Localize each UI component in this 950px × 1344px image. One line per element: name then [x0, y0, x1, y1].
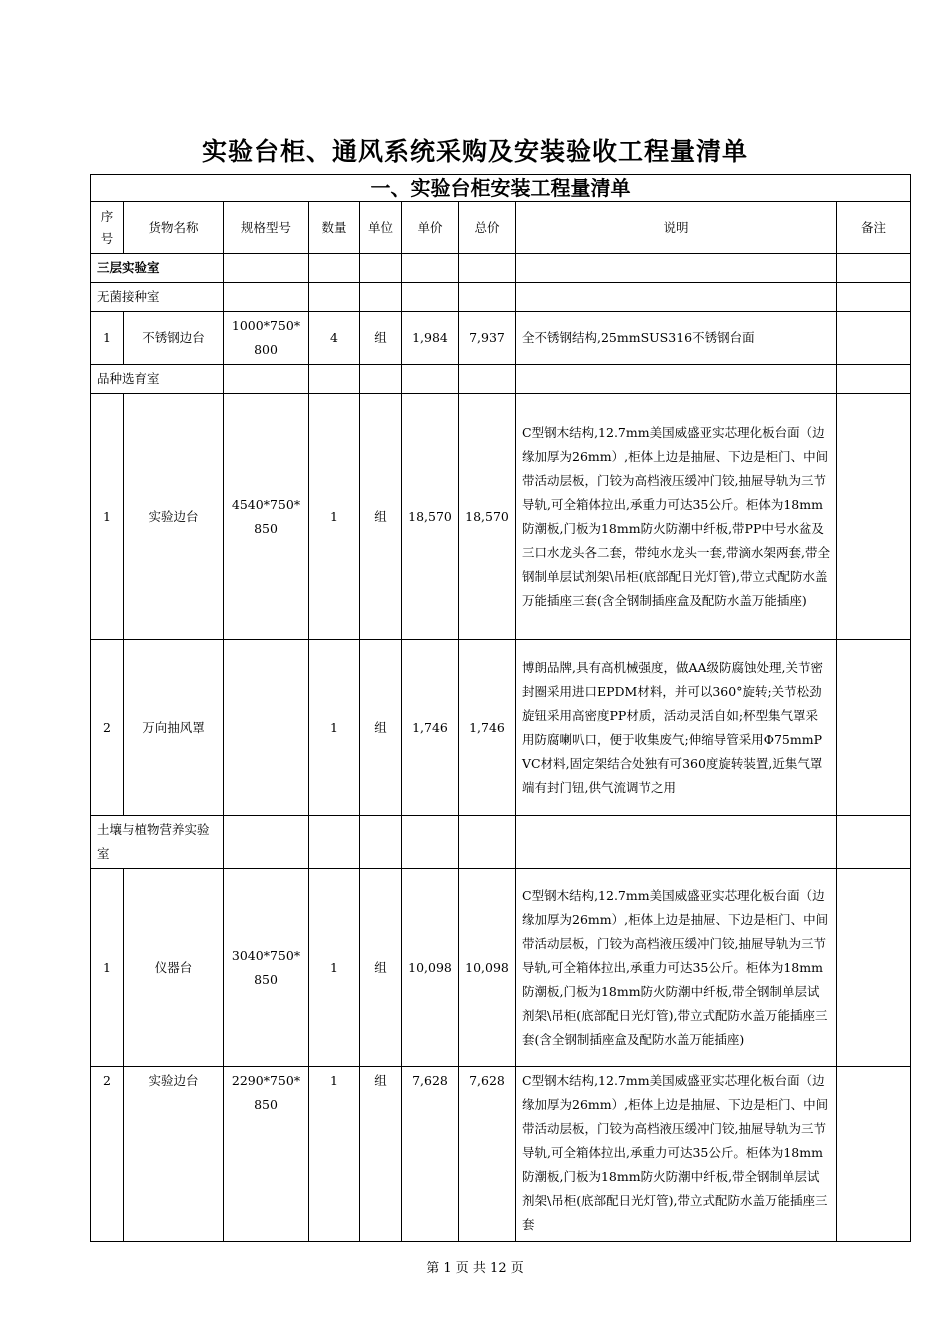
header-no: 序号	[91, 202, 124, 254]
empty-cell	[837, 254, 911, 283]
header-spec: 规格型号	[224, 202, 309, 254]
cell-qty: 1	[309, 869, 360, 1067]
header-unit: 单位	[360, 202, 402, 254]
cell-description: C型钢木结构,12.7mm美国威盛亚实芯理化板台面（边缘加厚为26mm）,柜体上边是抽屉、下边是柜门、中间带活动层板，门铰为高档液压缓冲门铰,抽屉导轨为三节导轨,可全箱体拉出,承重力可达35公斤。柜体为18mm防潮板,门板为18mm防火防潮中纤板,带全钢制单层试剂架\吊柜(底部配日光灯管),带立式配防水盖万能插座三套	[516, 1067, 837, 1242]
cell-name: 仪器台	[124, 869, 224, 1067]
cell-name: 不锈钢边台	[124, 312, 224, 365]
cell-qty: 1	[309, 394, 360, 640]
cell-spec: 2290*750*850	[224, 1067, 309, 1242]
cell-description: C型钢木结构,12.7mm美国威盛亚实芯理化板台面（边缘加厚为26mm）,柜体上边是抽屉、下边是柜门、中间带活动层板，门铰为高档液压缓冲门铰,抽屉导轨为三节导轨,可全箱体拉出,承重力可达35公斤。柜体为18mm防潮板,门板为18mm防火防潮中纤板,带全钢制单层试剂架\吊柜(底部配日光灯管),带立式配防水盖万能插座三套(含全钢制插座盒及配防水盖万能插座)	[516, 869, 837, 1067]
quantity-list-table	[90, 174, 911, 1242]
page-footer: 第 1 页 共 12 页	[426, 1261, 524, 1276]
cell-no: 2	[91, 1067, 124, 1242]
cell-price: 18,570	[402, 394, 459, 640]
cell-qty: 1	[309, 1067, 360, 1242]
cell-name: 实验边台	[124, 394, 224, 640]
empty-cell	[360, 816, 402, 869]
cell-spec	[224, 640, 309, 816]
empty-cell	[516, 365, 837, 394]
cell-note	[837, 869, 911, 1067]
header-note: 备注	[837, 202, 911, 254]
empty-cell	[402, 365, 459, 394]
table-row	[91, 312, 911, 365]
empty-cell	[459, 816, 516, 869]
empty-cell	[402, 254, 459, 283]
empty-cell	[837, 283, 911, 312]
cell-total: 1,746	[459, 640, 516, 816]
empty-cell	[309, 254, 360, 283]
empty-cell	[360, 365, 402, 394]
empty-cell	[224, 254, 309, 283]
empty-cell	[459, 283, 516, 312]
table-header-row	[91, 202, 911, 254]
empty-cell	[309, 283, 360, 312]
category-label: 三层实验室	[91, 254, 224, 283]
cell-no: 2	[91, 640, 124, 816]
cell-spec: 4540*750*850	[224, 394, 309, 640]
cell-unit: 组	[360, 869, 402, 1067]
empty-cell	[837, 365, 911, 394]
empty-cell	[402, 816, 459, 869]
cell-total: 18,570	[459, 394, 516, 640]
cell-qty: 4	[309, 312, 360, 365]
cell-unit: 组	[360, 312, 402, 365]
table-row	[91, 394, 911, 640]
empty-cell	[516, 254, 837, 283]
cell-no: 1	[91, 394, 124, 640]
header-qty: 数量	[309, 202, 360, 254]
category-row	[91, 365, 911, 394]
cell-total: 10,098	[459, 869, 516, 1067]
category-label: 品种选育室	[91, 365, 224, 394]
empty-cell	[459, 365, 516, 394]
category-row	[91, 816, 911, 869]
empty-cell	[516, 283, 837, 312]
empty-cell	[360, 254, 402, 283]
cell-note	[837, 394, 911, 640]
cell-description: 全不锈钢结构,25mmSUS316不锈钢台面	[516, 312, 837, 365]
header-name: 货物名称	[124, 202, 224, 254]
cell-unit: 组	[360, 1067, 402, 1242]
empty-cell	[309, 365, 360, 394]
cell-name: 万向抽风罩	[124, 640, 224, 816]
document-title: 实验台柜、通风系统采购及安装验收工程量清单	[201, 137, 748, 166]
header-price: 单价	[402, 202, 459, 254]
empty-cell	[224, 283, 309, 312]
cell-total: 7,628	[459, 1067, 516, 1242]
empty-cell	[402, 283, 459, 312]
empty-cell	[459, 254, 516, 283]
section-title: 一、实验台柜安装工程量清单	[91, 175, 911, 202]
cell-description: C型钢木结构,12.7mm美国威盛亚实芯理化板台面（边缘加厚为26mm）,柜体上边是抽屉、下边是柜门、中间带活动层板，门铰为高档液压缓冲门铰,抽屉导轨为三节导轨,可全箱体拉出,承重力可达35公斤。柜体为18mm防潮板,门板为18mm防火防潮中纤板,带PP中号水盆及三口水龙头各二套，带纯水龙头一套,带滴水架两套,带全钢制单层试剂架\吊柜(底部配日光灯管),带立式配防水盖万能插座三套(含全钢制插座盒及配防水盖万能插座)	[516, 394, 837, 640]
table-row	[91, 1067, 911, 1242]
cell-unit: 组	[360, 394, 402, 640]
cell-price: 7,628	[402, 1067, 459, 1242]
empty-cell	[224, 816, 309, 869]
cell-price: 1,746	[402, 640, 459, 816]
cell-no: 1	[91, 312, 124, 365]
cell-total: 7,937	[459, 312, 516, 365]
empty-cell	[224, 365, 309, 394]
cell-name: 实验边台	[124, 1067, 224, 1242]
cell-note	[837, 312, 911, 365]
header-total: 总价	[459, 202, 516, 254]
cell-note	[837, 640, 911, 816]
category-row	[91, 283, 911, 312]
cell-qty: 1	[309, 640, 360, 816]
table-row	[91, 869, 911, 1067]
category-label: 无菌接种室	[91, 283, 224, 312]
empty-cell	[309, 816, 360, 869]
cell-note	[837, 1067, 911, 1242]
category-label: 土壤与植物营养实验室	[91, 816, 224, 869]
cell-price: 1,984	[402, 312, 459, 365]
empty-cell	[837, 816, 911, 869]
cell-description: 博朗品牌,具有高机械强度，做AA级防腐蚀处理,关节密封圈采用进口EPDM材料，并可以360°旋转;关节松劲旋钮采用高密度PP材质，活动灵活自如;杯型集气罩采用防腐喇叭口，便于收集废气;伸缩导管采用Φ75mmPVC材料,固定架结合处独有可360度旋转装置,近集气罩端有封门钮,供气流调节之用	[516, 640, 837, 816]
empty-cell	[360, 283, 402, 312]
cell-spec: 3040*750*850	[224, 869, 309, 1067]
cell-unit: 组	[360, 640, 402, 816]
cell-no: 1	[91, 869, 124, 1067]
category-row	[91, 254, 911, 283]
cell-price: 10,098	[402, 869, 459, 1067]
empty-cell	[516, 816, 837, 869]
table-row	[91, 640, 911, 816]
header-desc: 说明	[516, 202, 837, 254]
cell-spec: 1000*750*800	[224, 312, 309, 365]
